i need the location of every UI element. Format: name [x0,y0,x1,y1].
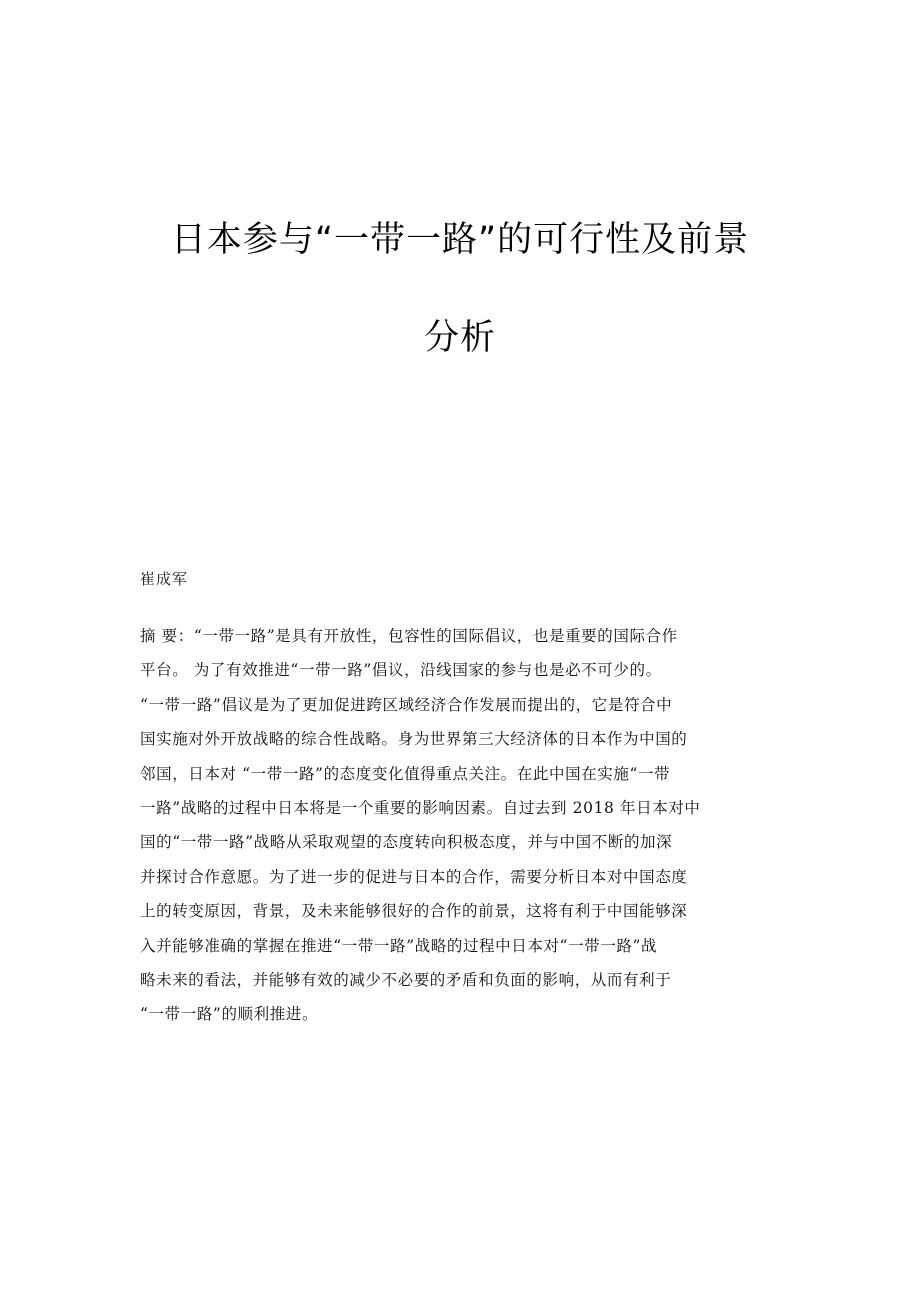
abstract-line: 一路”战略的过程中日本将是一个重要的影响因素。自过去到 2018 年日本对中 [140,798,701,817]
abstract-paragraph [140,623,780,1036]
abstract-line: 摘 要：“一带一路”是具有开放性，包容性的国际倡议，也是重要的国际合作 [140,627,678,645]
abstract-line: 国实施对外开放战略的综合性战略。身为世界第三大经济体的日本作为中国的 [140,730,688,749]
abstract-line: 国的“一带一路”战略从采取观望的态度转向积极态度，并与中国不断的加深 [140,833,673,852]
abstract-line: 略未来的看法，并能够有效的减少不必要的矛盾和负面的影响，从而有利于 [140,970,672,989]
abstract-line: 邻国，日本对 “一带一路”的态度变化值得重点关注。在此中国在实施“一带 [140,764,671,783]
abstract-line: “一带一路”倡议是为了更加促进跨区域经济合作发展而提出的，它是符合中 [140,695,673,714]
document-title-line-2: 分析 [423,318,496,358]
author-name: 崔成军 [140,570,189,588]
abstract-line: 上的转变原因，背景，及未来能够很好的合作的前景，这将有利于中国能够深 [140,902,688,921]
abstract-line: “一带一路”的顺利推进。 [140,1005,319,1024]
abstract-line: 入并能够准确的掌握在推进“一带一路”战略的过程中日本对“一带一路”战 [140,936,658,955]
abstract-line: 并探讨合作意愿。为了进一步的促进与日本的合作，需要分析日本对中国态度 [140,867,688,886]
abstract-line: 平台。 为了有效推进“一带一路”倡议，沿线国家的参与也是必不可少的。 [140,661,662,680]
document-title-line-1: 日本参与“一带一路”的可行性及前景 [170,220,750,260]
